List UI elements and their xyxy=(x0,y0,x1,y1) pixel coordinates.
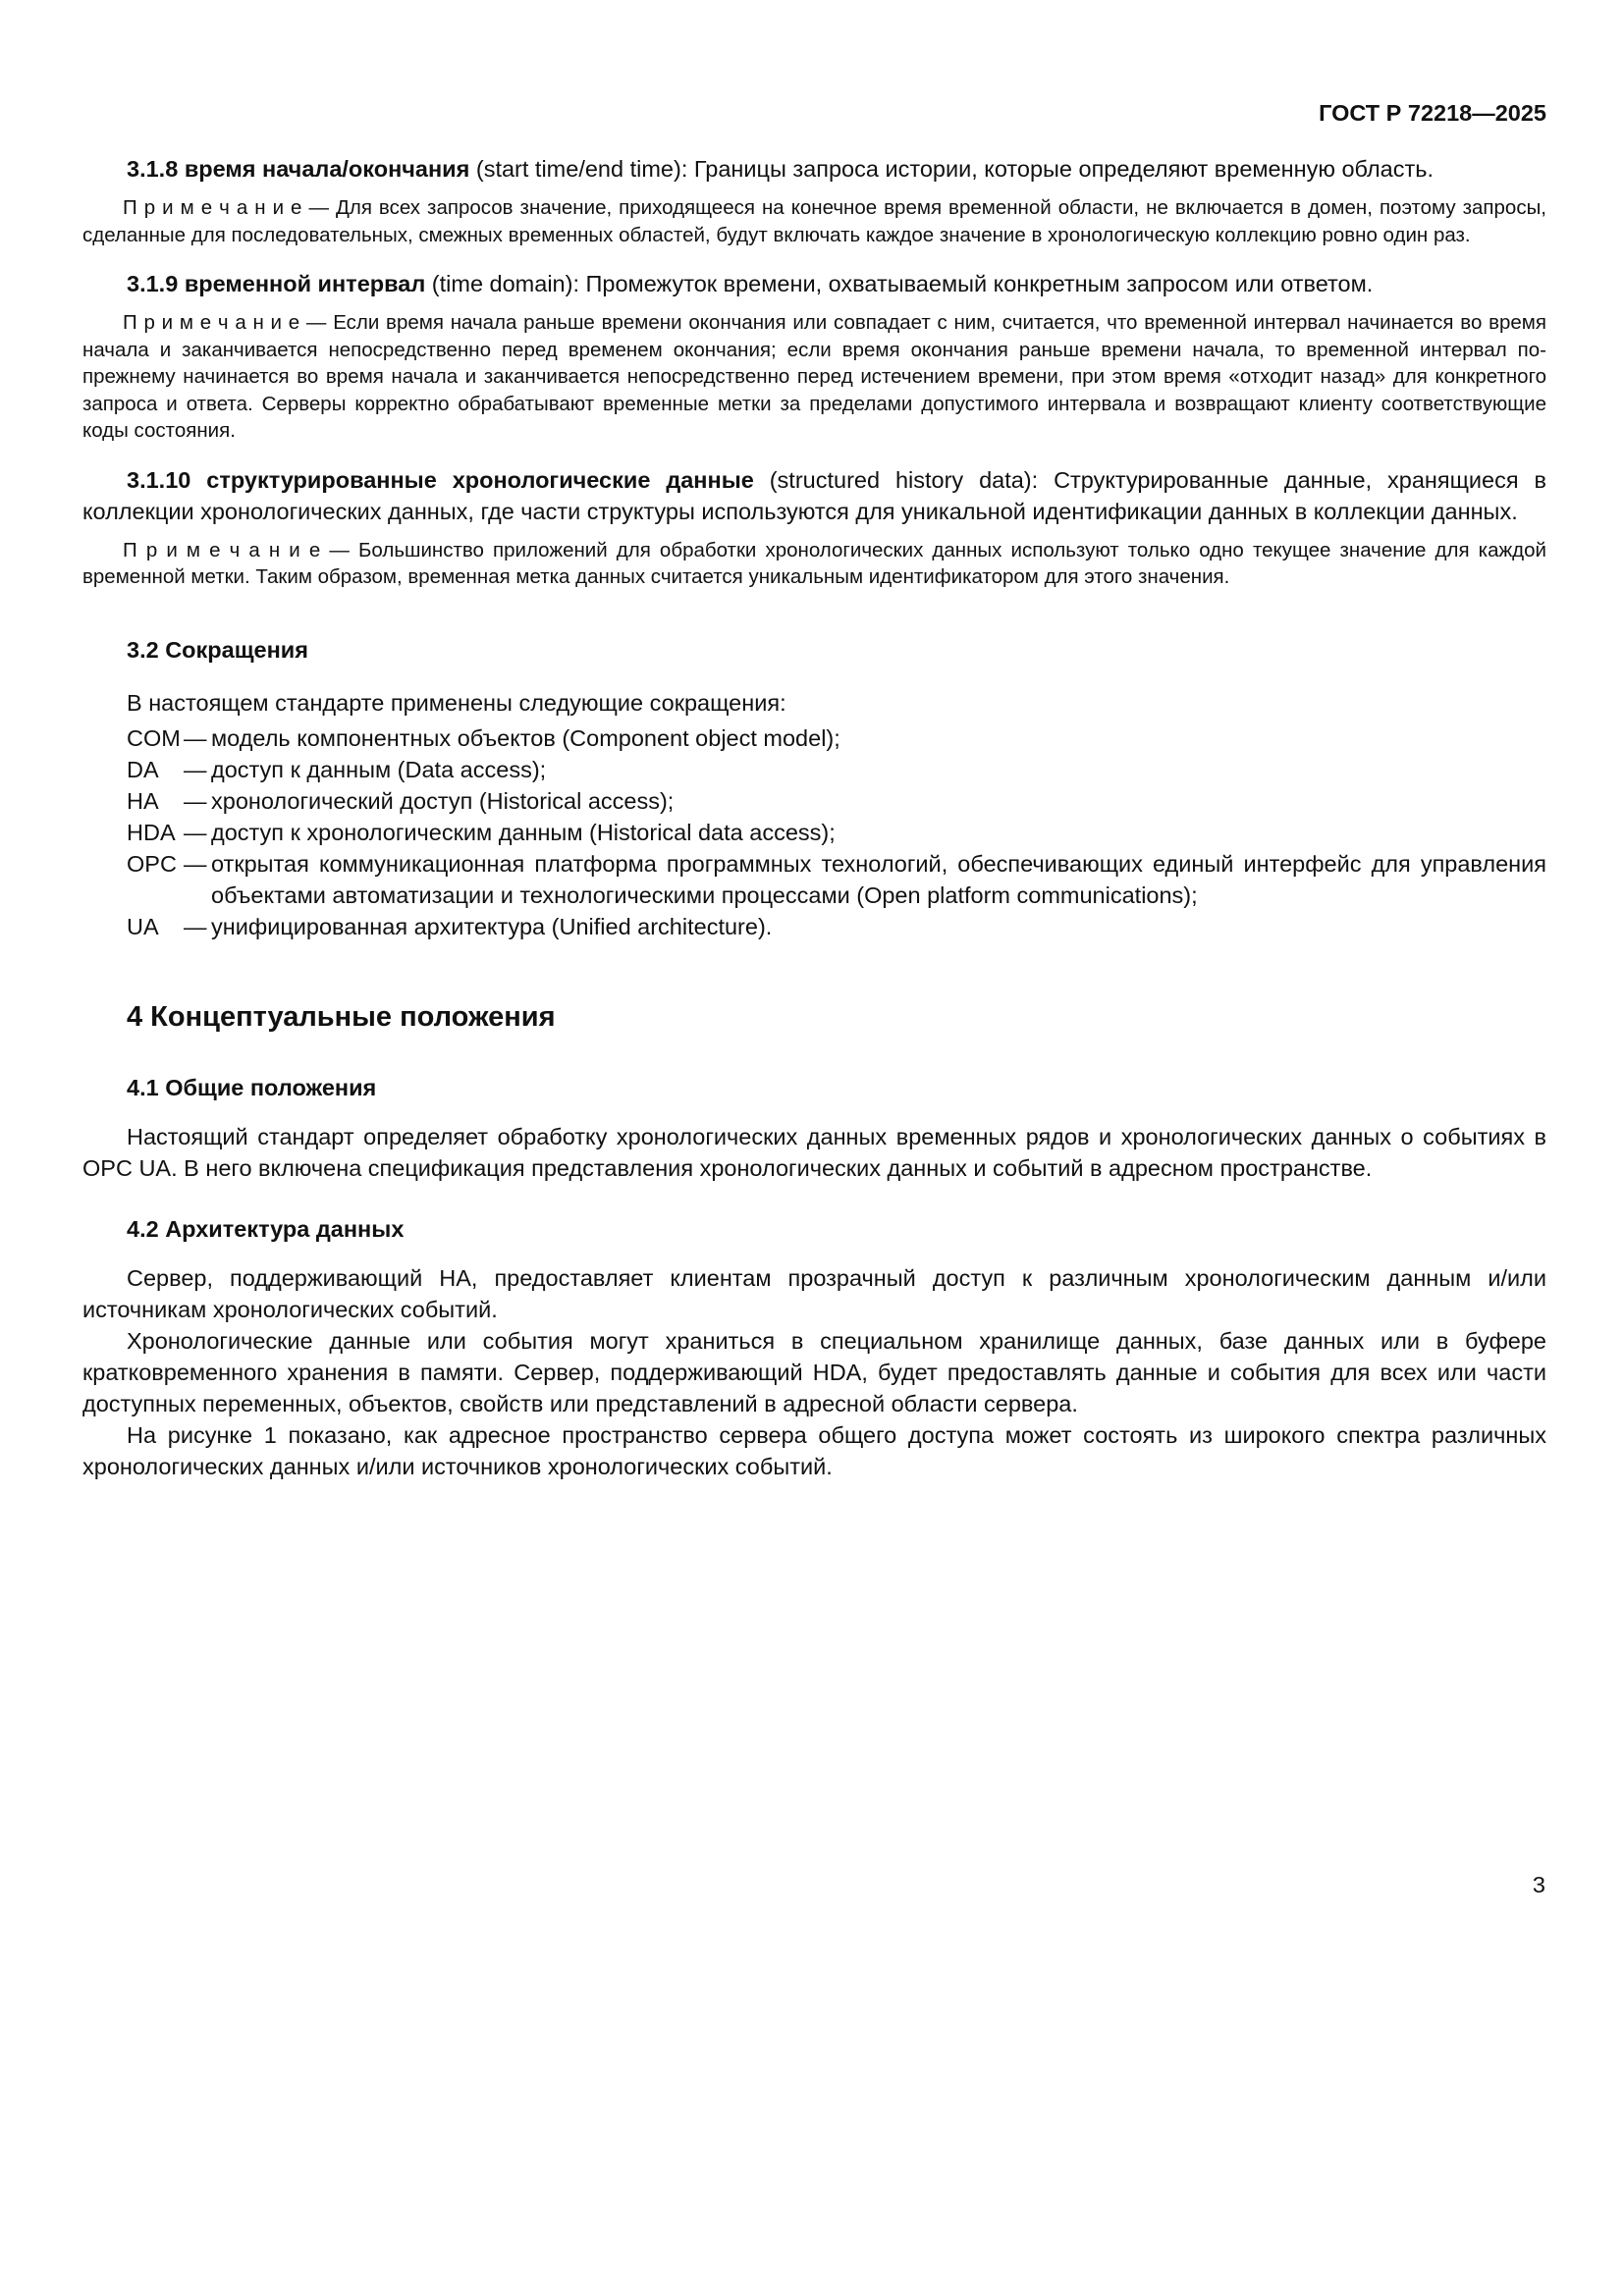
document-code-header: ГОСТ Р 72218—2025 xyxy=(1319,100,1546,126)
page-content xyxy=(82,98,1546,1482)
term-definition-3-1-9 xyxy=(82,268,1546,299)
heading-4-conceptual-provisions: 4 Концептуальные положения xyxy=(127,1000,556,1033)
dash-separator: — xyxy=(184,787,207,814)
abbreviation-key: DA xyxy=(127,756,159,782)
dash-separator: — xyxy=(184,913,207,939)
term-number: 3.1.10 xyxy=(127,466,191,493)
term-number: 3.1.9 xyxy=(127,271,179,296)
abbreviation-key: OPC xyxy=(127,850,177,877)
dash-separator: — xyxy=(184,756,207,782)
term-name: время начала/окончания xyxy=(184,156,470,182)
abbreviation-row-com xyxy=(127,722,1546,754)
abbreviation-row-opc xyxy=(127,848,1546,911)
paragraph-4-2-3: На рисунке 1 показано, как адресное пространство сервера общего доступа может состоять из широкого спектра различных хронологических данных и/или источников хронологических событий. xyxy=(82,1421,1546,1479)
abbreviation-definition: модель компонентных объектов (Component object model); xyxy=(211,724,840,751)
heading-4-2-data-architecture: 4.2 Архитектура данных xyxy=(127,1215,405,1242)
term-name: временной интервал xyxy=(184,271,426,296)
abbreviation-key: HA xyxy=(127,787,159,814)
section-4 xyxy=(82,999,1546,1482)
abbreviation-definition: доступ к данным (Data access); xyxy=(211,756,547,782)
heading-4-1-general: 4.1 Общие положения xyxy=(127,1074,377,1100)
dash-separator: — xyxy=(184,850,207,877)
abbreviation-definition: унифицированная архитектура (Unified architecture). xyxy=(211,913,773,939)
term-text: (structured history data): Структурированные данные, хранящиеся в коллекции хронологических данных, где части структуры используются для уникальной идентификации данных в коллекции данных. xyxy=(82,466,1546,524)
abbreviation-key: COM xyxy=(127,724,181,751)
note-3-1-9: П р и м е ч а н и е — Если время начала раньше времени окончания или совпадает с ним, считается, что временной интервал начинается во время начала и заканчивается непосредственно перед временем окончания; если время окончания раньше времени начала, то временной интервал по-прежнему начинается во время начала и заканчивается непосредственно перед истечением времени, при этом время «отходит назад» для конкретного запроса и ответа. Серверы корректно обрабатывают временные метки за пределами допустимого интервала и возвращают клиенту соответствующие коды состояния. xyxy=(82,311,1546,442)
page-number: 3 xyxy=(1532,1872,1545,1897)
note-3-1-8: П р и м е ч а н и е — Для всех запросов значение, приходящееся на конечное время временной области, не включается в домен, поэтому запросы, сделанные для последовательных, смежных временных областей, будут включать каждое значение в хронологическую коллекцию ровно один раз. xyxy=(82,196,1546,246)
heading-3-2-abbreviations: 3.2 Сокращения xyxy=(127,636,308,663)
abbreviation-row-hda xyxy=(127,817,1546,848)
paragraph-4-2-1: Сервер, поддерживающий HA, предоставляет клиентам прозрачный доступ к различным хронологическим данным и/или источникам хронологических событий. xyxy=(82,1264,1546,1322)
paragraph-4-2-2: Хронологические данные или события могут храниться в специальном хранилище данных, базе данных или в буфере кратковременного хранения в памяти. Сервер, поддерживающий HDA, будет предоставлять данные и события для всех или части доступных переменных, объектов, свойств или представлений в адресной области сервера. xyxy=(82,1327,1546,1416)
abbreviation-row-ua xyxy=(127,911,1546,942)
term-text: (time domain): Промежуток времени, охватываемый конкретным запросом или ответом. xyxy=(431,271,1374,296)
abbreviation-definition: доступ к хронологическим данным (Historical data access); xyxy=(211,819,836,845)
abbreviation-row-da xyxy=(127,754,1546,785)
term-definition-3-1-8 xyxy=(82,153,1546,185)
term-name: структурированные хронологические данные xyxy=(206,466,754,493)
abbreviation-key: HDA xyxy=(127,819,176,845)
dash-separator: — xyxy=(184,819,207,845)
note-3-1-10: П р и м е ч а н и е — Большинство приложений для обработки хронологических данных используют только одно текущее значение для каждой временной метки. Таким образом, временная метка данных считается уникальным идентификатором для этого значения. xyxy=(82,538,1546,588)
abbreviations-intro: В настоящем стандарте применены следующие сокращения: xyxy=(127,689,786,716)
abbreviation-definition: открытая коммуникационная платформа программных технологий, обеспечивающих единый интерфейс для управления объектами автоматизации и технологическими процессами (Open platform communications); xyxy=(211,850,1546,908)
abbreviations-list xyxy=(127,722,1546,942)
abbreviation-definition: хронологический доступ (Historical access); xyxy=(211,787,675,814)
term-number: 3.1.8 xyxy=(127,156,179,182)
term-definition-3-1-10 xyxy=(82,464,1546,527)
abbreviation-key: UA xyxy=(127,913,159,939)
abbreviation-row-ha xyxy=(127,785,1546,817)
dash-separator: — xyxy=(184,724,207,751)
paragraph-4-1-1: Настоящий стандарт определяет обработку хронологических данных временных рядов и хронологических данных о событиях в OPC UA. В него включена спецификация представления хронологических данных и событий в адресном пространстве. xyxy=(82,1123,1546,1181)
term-text: (start time/end time): Границы запроса истории, которые определяют временную область. xyxy=(475,156,1435,182)
